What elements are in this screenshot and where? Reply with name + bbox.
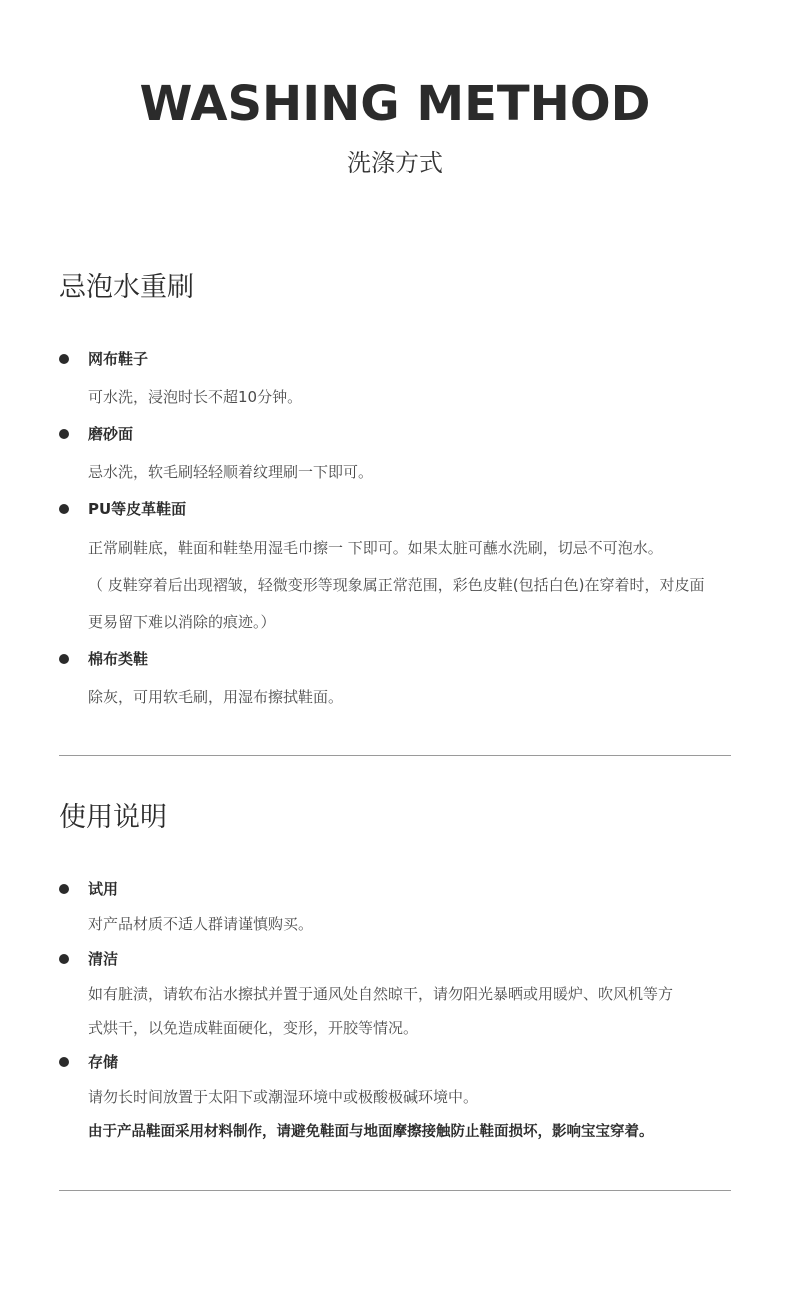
item-text: 可水洗，浸泡时长不超10分钟。 (88, 388, 303, 406)
item-text: 请勿长时间放置于太阳下或潮湿环境中或极酸极碱环境中。 (88, 1088, 479, 1106)
item-text: 正常刷鞋底，鞋面和鞋垫用湿毛巾擦一 下即可。如果太脏可蘸水洗刷，切忌不可泡水。 (88, 539, 663, 557)
divider (59, 1190, 731, 1191)
item-title: PU等皮革鞋面 (88, 500, 187, 518)
bullet-icon (59, 354, 69, 364)
bullet-icon (59, 954, 69, 964)
item-title: 磨砂面 (88, 425, 134, 443)
bullet-icon (59, 884, 69, 894)
bullet-icon (59, 654, 69, 664)
item-text: 忌水洗，软毛刷轻轻顺着纹理刷一下即可。 (88, 463, 374, 481)
item-title: 网布鞋子 (88, 350, 149, 368)
bullet-icon (59, 504, 69, 514)
item-text: （ 皮鞋穿着后出现褶皱，轻微变形等现象属正常范围，彩色皮鞋(包括白色)在穿着时，对皮面 (88, 576, 705, 594)
page-subtitle: 洗涤方式 (347, 149, 443, 177)
bullet-icon (59, 1057, 69, 1067)
item-title: 棉布类鞋 (88, 650, 149, 668)
item-title: 试用 (88, 880, 119, 898)
item-text: 除灰，可用软毛刷，用湿布擦拭鞋面。 (88, 688, 344, 706)
divider (59, 755, 731, 756)
page-title: WASHING METHOD (139, 76, 651, 132)
item-title: 清洁 (88, 950, 119, 968)
bullet-icon (59, 429, 69, 439)
section-heading-no-soaking: 忌泡水重刷 (59, 272, 194, 303)
item-title: 存储 (88, 1053, 119, 1071)
item-text: 式烘干，以免造成鞋面硬化，变形，开胶等情况。 (88, 1019, 419, 1037)
item-text: 如有脏渍，请软布沾水擦拭并置于通风处自然晾干，请勿阳光暴晒或用暖炉、吹风机等方 (88, 985, 674, 1003)
item-text: 对产品材质不适人群请谨慎购买。 (88, 915, 314, 933)
section-heading-usage: 使用说明 (59, 802, 167, 833)
warning-note: 由于产品鞋面采用材料制作，请避免鞋面与地面摩擦接触防止鞋面损坏，影响宝宝穿着。 (88, 1124, 654, 1140)
item-text: 更易留下难以消除的痕迹。） (88, 613, 276, 631)
